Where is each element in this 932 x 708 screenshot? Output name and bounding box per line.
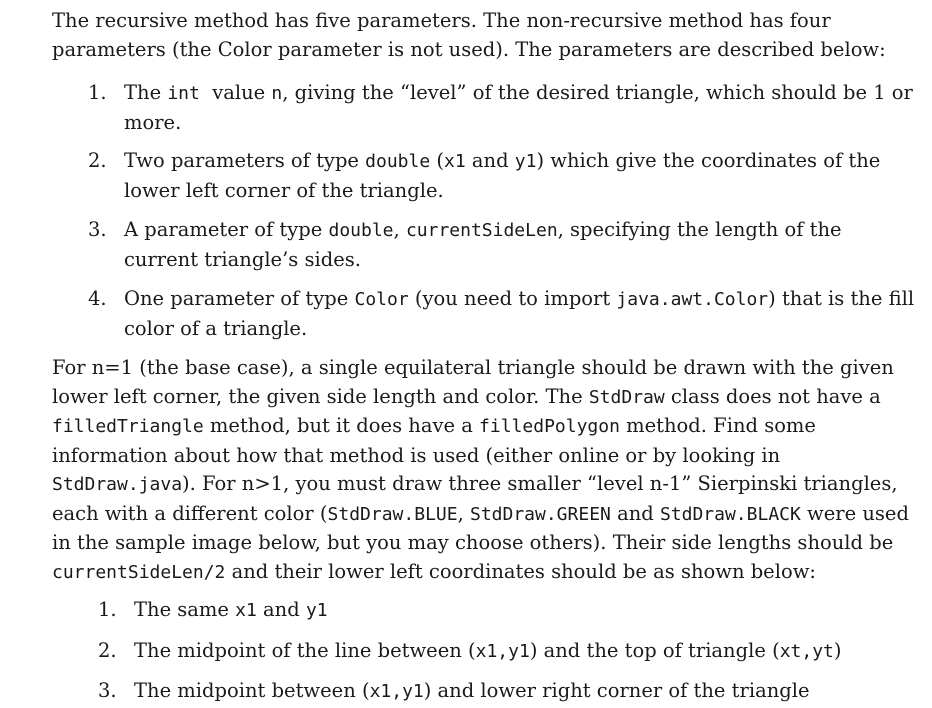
text: , <box>457 501 470 525</box>
text: method, but it does have a <box>203 414 480 437</box>
code-stddraw-java: StdDraw.java <box>52 474 183 495</box>
text: ) which give the coordinates of the lower left corner of the triangle. <box>124 149 881 202</box>
code-java-awt-color: java.awt.Color <box>616 289 769 310</box>
code-int: int <box>167 83 200 104</box>
list-item-text <box>124 79 918 137</box>
code-double: double <box>328 220 394 241</box>
text: method. Find some information about how that method is used (either online or by looking in <box>52 414 816 467</box>
text: ). For n>1, you must draw three smaller “level n-1” Sierpinski triangles, each with a different color ( <box>52 472 898 525</box>
text: , giving the “level” of the desired triangle, which should be 1 or more. <box>124 81 913 134</box>
code-stddraw: StdDraw <box>588 386 665 408</box>
param-item-3 <box>88 216 918 274</box>
list-item-text <box>124 285 918 343</box>
text: ) and lower right corner of the triangle <box>423 679 810 702</box>
code-n: n <box>271 83 283 104</box>
code-xt-yt: xt,yt <box>779 641 834 662</box>
code-filledpolygon: filledPolygon <box>479 416 620 437</box>
list-number: 3. <box>88 218 107 241</box>
code-x1: x1 <box>235 600 257 621</box>
text: One parameter of type <box>124 287 355 310</box>
code-y1: y1 <box>514 151 537 172</box>
list-item-text <box>124 216 918 274</box>
text: The midpoint between ( <box>134 679 370 702</box>
text: , <box>393 218 406 241</box>
text: The midpoint of the line between ( <box>134 639 476 662</box>
code-stddraw-blue: StdDraw.BLUE <box>327 503 458 525</box>
text: value <box>199 81 272 104</box>
coord-item-3 <box>98 677 918 707</box>
list-item-text <box>134 637 918 667</box>
list-number: 4. <box>88 287 107 310</box>
text: ) that is the fill color of a triangle. <box>124 287 915 340</box>
text: ( <box>430 149 445 172</box>
list-number: 2. <box>88 149 107 172</box>
list-number: 1. <box>88 81 107 104</box>
code-currentsidelen-half: currentSideLen/2 <box>52 561 226 583</box>
param-item-1 <box>88 79 918 137</box>
coord-item-1 <box>98 596 918 626</box>
code-x1-y1: x1,y1 <box>369 681 424 702</box>
text: and <box>256 598 306 621</box>
list-number: 2. <box>98 639 117 662</box>
text: ) and the top of triangle ( <box>529 639 780 662</box>
code-currentsidelen: currentSideLen <box>405 220 558 241</box>
intro-text: The recursive method has five parameters. The non-recursive method has four parameters (the Color parameter is not used). The parameters are described below: <box>52 9 886 61</box>
text: For n=1 (the base case), a single equilateral triangle should be drawn with the given lower left corner, the given side length and color. The <box>52 356 894 408</box>
list-item-text <box>124 147 918 205</box>
code-x1-y1: x1,y1 <box>475 641 530 662</box>
text: were used in the sample image below, but you may choose others). Their side lengths should be <box>52 501 909 554</box>
code-stddraw-black: StdDraw.BLACK <box>659 503 801 525</box>
body-paragraph <box>52 354 922 587</box>
code-x1: x1 <box>444 151 466 172</box>
text: and <box>465 149 515 172</box>
text: , specifying the length of the current triangle’s sides. <box>124 218 842 271</box>
list-item-text <box>134 677 918 707</box>
param-item-4 <box>88 285 918 343</box>
text: Two parameters of type <box>124 149 366 172</box>
code-color: Color <box>354 289 409 310</box>
text: and <box>610 501 660 525</box>
code-stddraw-green: StdDraw.GREEN <box>469 503 611 525</box>
coord-item-2 <box>98 637 918 667</box>
text: and their lower left coordinates should be as shown below: <box>225 559 816 583</box>
list-number: 1. <box>98 598 117 621</box>
param-item-2 <box>88 147 918 205</box>
code-filledtriangle: filledTriangle <box>52 416 204 437</box>
text: class does not have a <box>664 384 881 408</box>
intro-paragraph <box>52 7 922 64</box>
list-item-text <box>134 596 918 626</box>
text: ) <box>833 639 842 662</box>
code-double: double <box>365 151 431 172</box>
text: The <box>124 81 168 104</box>
text: A parameter of type <box>124 218 329 241</box>
text: (you need to import <box>408 287 617 310</box>
text: The same <box>134 598 236 621</box>
list-number: 3. <box>98 679 117 702</box>
code-y1: y1 <box>305 600 328 621</box>
